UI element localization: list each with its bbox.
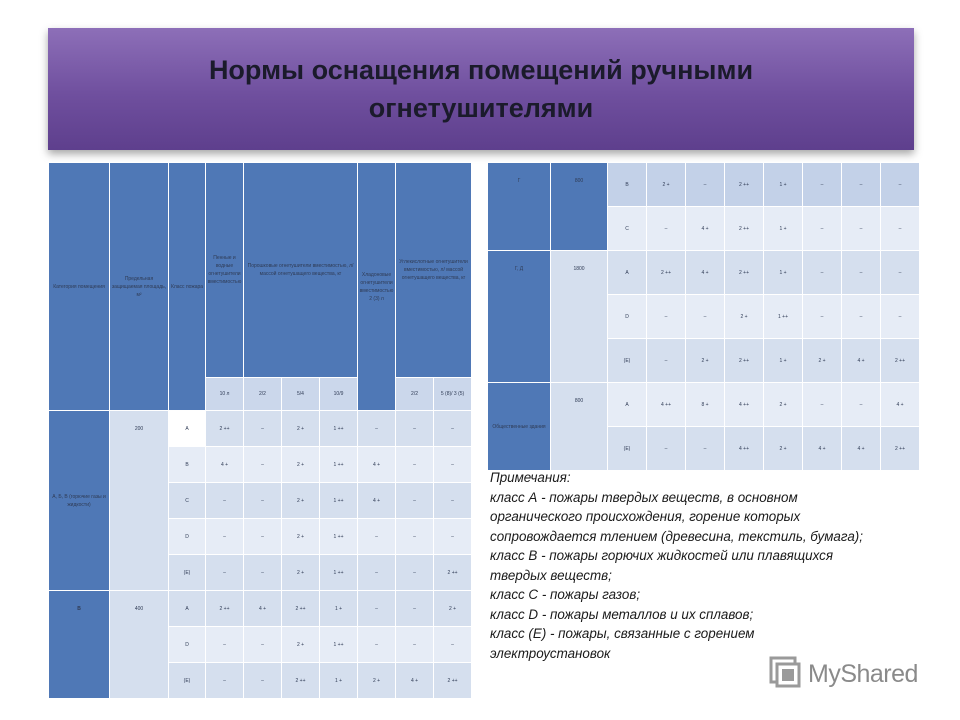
value-cell: 2 + (282, 555, 319, 590)
value-cell: – (206, 627, 243, 662)
value-cell: – (686, 163, 724, 206)
value-cell: 2 + (358, 663, 395, 698)
class-cell: D (169, 627, 205, 662)
value-cell: 2 ++ (725, 339, 763, 382)
class-cell: D (169, 519, 205, 554)
value-cell: 4 + (842, 339, 880, 382)
table-row (49, 411, 471, 446)
value-cell: 1 ++ (764, 295, 802, 338)
value-cell: – (803, 383, 841, 426)
value-cell: 2 + (282, 411, 319, 446)
category-cell: Общественные здания (488, 383, 550, 470)
class-cell: (E) (608, 339, 646, 382)
class-cell: (E) (169, 663, 205, 698)
category-cell: Г, Д (488, 251, 550, 382)
value-cell: – (842, 163, 880, 206)
class-cell: А (608, 383, 646, 426)
value-cell: 2 ++ (647, 251, 685, 294)
header-area: Предельная защищаемая площадь, м² (110, 163, 168, 410)
value-cell: 1 ++ (320, 483, 357, 518)
notes-line: органического происхождения, горение которых (490, 509, 801, 524)
subheader-cell: 2/2 (244, 378, 281, 410)
value-cell: – (803, 207, 841, 250)
subheader-cell: 5/4 (282, 378, 319, 410)
class-cell: D (608, 295, 646, 338)
table-row (488, 383, 919, 426)
class-cell: (E) (169, 555, 205, 590)
notes-line: твердых веществ; (490, 567, 612, 583)
value-cell: – (842, 383, 880, 426)
value-cell: – (396, 411, 433, 446)
value-cell: 2 ++ (434, 663, 471, 698)
value-cell: – (647, 295, 685, 338)
class-cell: С (169, 483, 205, 518)
value-cell: – (434, 627, 471, 662)
value-cell: 4 + (803, 427, 841, 470)
class-cell: А (169, 411, 205, 446)
header-freon: Хладоновые огнетушители вместимостью 2 (3) л (358, 163, 395, 410)
table-row (488, 163, 919, 206)
value-cell: 2 ++ (206, 411, 243, 446)
value-cell: 2 + (764, 427, 802, 470)
value-cell: – (358, 411, 395, 446)
class-cell: В (169, 447, 205, 482)
value-cell: – (434, 411, 471, 446)
value-cell: – (434, 483, 471, 518)
left-norms-table (48, 162, 472, 699)
header-powder: Порошковые огнетушители вместимостью, л/ массой огнетушащего вещества, кг (244, 163, 357, 377)
value-cell: – (358, 519, 395, 554)
value-cell: 1 ++ (320, 411, 357, 446)
value-cell: – (842, 295, 880, 338)
value-cell: 1 ++ (320, 447, 357, 482)
value-cell: 4 + (842, 427, 880, 470)
value-cell: 4 + (206, 447, 243, 482)
value-cell: 4 ++ (647, 383, 685, 426)
value-cell: 1 + (320, 663, 357, 698)
notes-line: класс D - пожары металлов и их сплавов; (490, 606, 754, 622)
class-cell: А (608, 251, 646, 294)
value-cell: – (842, 207, 880, 250)
value-cell: 1 + (320, 591, 357, 626)
value-cell: – (206, 519, 243, 554)
table-row (488, 251, 919, 294)
value-cell: 2 ++ (206, 591, 243, 626)
value-cell: – (206, 663, 243, 698)
value-cell: 2 ++ (725, 207, 763, 250)
value-cell: 2 ++ (881, 427, 919, 470)
notes-line: электроустановок (490, 645, 611, 661)
notes-line: класс А - пожары твердых веществ, в основном (490, 489, 798, 505)
category-cell: А, Б, В (горючие газы и жидкости) (49, 411, 109, 590)
value-cell: 4 + (358, 483, 395, 518)
value-cell: – (803, 163, 841, 206)
myshared-logo-icon (768, 655, 802, 694)
table-row (49, 591, 471, 626)
value-cell: – (434, 447, 471, 482)
value-cell: – (358, 555, 395, 590)
value-cell: 1 ++ (320, 627, 357, 662)
header-category: Категория помещения (49, 163, 109, 410)
value-cell: 1 + (764, 163, 802, 206)
value-cell: – (434, 519, 471, 554)
value-cell: 2 + (282, 519, 319, 554)
value-cell: – (396, 555, 433, 590)
value-cell: 4 ++ (725, 383, 763, 426)
value-cell: – (244, 447, 281, 482)
value-cell: 4 + (881, 383, 919, 426)
area-cell: 800 (551, 163, 607, 250)
value-cell: – (881, 251, 919, 294)
notes-line: класс (Е) - пожары, связанные с горением (490, 626, 755, 641)
notes-line: класс В - пожары горючих жидкостей или плавящихся (490, 548, 833, 563)
value-cell: – (647, 427, 685, 470)
value-cell: 4 + (396, 663, 433, 698)
value-cell: 1 + (764, 339, 802, 382)
value-cell: 2 + (434, 591, 471, 626)
value-cell: 2 + (725, 295, 763, 338)
header-fire-class: Класс пожара (169, 163, 205, 410)
subheader-cell: 5 (8)/ 3 (5) (434, 378, 471, 410)
value-cell: 2 ++ (282, 663, 319, 698)
subheader-cell: 10 л (206, 378, 243, 410)
value-cell: – (396, 627, 433, 662)
value-cell: – (881, 295, 919, 338)
header-co2: Углекислотные огнетушители вместимостью, л/ массой огнетушащего вещества, кг (396, 163, 471, 377)
class-cell: С (608, 207, 646, 250)
right-norms-table (487, 162, 920, 471)
class-cell: В (608, 163, 646, 206)
value-cell: – (647, 339, 685, 382)
value-cell: 2 + (803, 339, 841, 382)
value-cell: – (244, 411, 281, 446)
value-cell: 2 + (764, 383, 802, 426)
subheader-cell: 10/9 (320, 378, 357, 410)
value-cell: 1 + (764, 251, 802, 294)
value-cell: 2 + (282, 483, 319, 518)
value-cell: – (803, 295, 841, 338)
area-cell: 1800 (551, 251, 607, 382)
value-cell: – (396, 447, 433, 482)
value-cell: – (358, 591, 395, 626)
value-cell: – (842, 251, 880, 294)
value-cell: – (244, 663, 281, 698)
value-cell: – (244, 627, 281, 662)
header-foam: Пенные и водные огнетушители вместимостью (206, 163, 243, 377)
value-cell: 4 ++ (725, 427, 763, 470)
value-cell: – (881, 163, 919, 206)
value-cell: 1 ++ (320, 519, 357, 554)
value-cell: 2 + (647, 163, 685, 206)
subheader-cell: 2/2 (396, 378, 433, 410)
value-cell: 2 ++ (725, 251, 763, 294)
value-cell: 8 + (686, 383, 724, 426)
value-cell: – (881, 207, 919, 250)
watermark (768, 656, 918, 692)
value-cell: – (206, 483, 243, 518)
category-cell: В (49, 591, 109, 698)
title-banner (48, 28, 914, 150)
notes-heading: Примечания: (490, 470, 571, 485)
value-cell: – (244, 519, 281, 554)
value-cell: – (358, 627, 395, 662)
value-cell: – (647, 207, 685, 250)
value-cell: – (803, 251, 841, 294)
area-cell: 800 (551, 383, 607, 470)
area-cell: 200 (110, 411, 168, 590)
slide-title: Нормы оснащения помещений ручными огнетушителями (208, 55, 754, 123)
notes-line: сопровождается тлением (древесина, текстиль, бумага); (490, 528, 863, 544)
value-cell: 4 + (686, 207, 724, 250)
value-cell: – (396, 483, 433, 518)
value-cell: 1 ++ (320, 555, 357, 590)
value-cell: – (244, 555, 281, 590)
value-cell: 2 ++ (434, 555, 471, 590)
value-cell: 2 + (282, 627, 319, 662)
value-cell: – (686, 427, 724, 470)
value-cell: 4 + (358, 447, 395, 482)
value-cell: – (396, 519, 433, 554)
value-cell: – (686, 295, 724, 338)
value-cell: – (206, 555, 243, 590)
class-cell: (E) (608, 427, 646, 470)
value-cell: – (396, 591, 433, 626)
notes-block (490, 468, 910, 663)
value-cell: 4 + (244, 591, 281, 626)
value-cell: 4 + (686, 251, 724, 294)
notes-line: класс С - пожары газов; (490, 587, 641, 602)
value-cell: 2 + (282, 447, 319, 482)
value-cell: 2 ++ (282, 591, 319, 626)
category-cell: Г (488, 163, 550, 250)
value-cell: 2 ++ (881, 339, 919, 382)
value-cell: 2 ++ (725, 163, 763, 206)
value-cell: 1 + (764, 207, 802, 250)
value-cell: – (244, 483, 281, 518)
value-cell: 2 + (686, 339, 724, 382)
class-cell: А (169, 591, 205, 626)
area-cell: 400 (110, 591, 168, 698)
watermark-text: MyShared (808, 659, 918, 688)
